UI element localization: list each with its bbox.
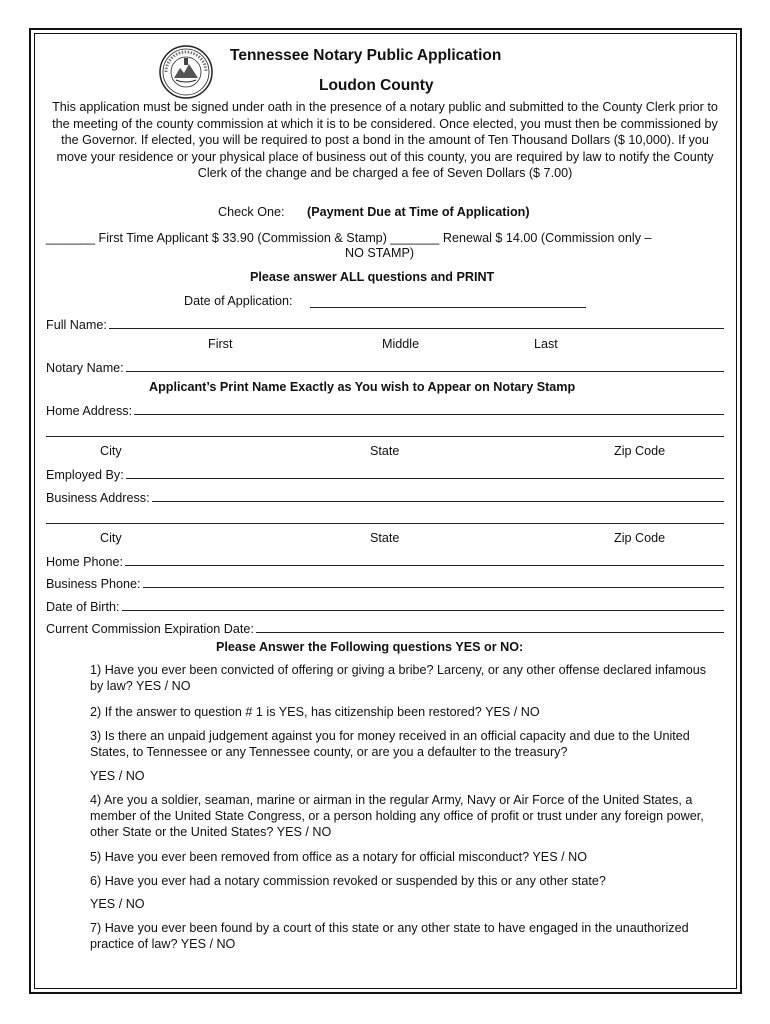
notary-name-row[interactable]: [46, 357, 724, 375]
notary-name-label: Notary Name:: [46, 361, 124, 375]
business-address-label: Business Address:: [46, 491, 150, 505]
home-phone-label: Home Phone:: [46, 555, 124, 569]
full-name-label: Full Name:: [46, 318, 107, 332]
business-city-label: City: [100, 531, 122, 545]
county-seal-icon: [158, 44, 214, 100]
question-3-answer[interactable]: YES / NO: [90, 769, 145, 783]
full-name-row[interactable]: [46, 314, 724, 332]
home-phone-row[interactable]: [46, 551, 724, 569]
print-instructions: Please answer ALL questions and PRINT: [250, 270, 495, 284]
middle-label: Middle: [382, 337, 420, 351]
date-of-application-label: Date of Application:: [184, 294, 293, 308]
notary-name-field[interactable]: [126, 358, 724, 372]
business-phone-field[interactable]: [143, 574, 724, 588]
home-phone-field[interactable]: [125, 552, 724, 566]
county-title: Loudon County: [319, 77, 434, 94]
home-city-label: City: [100, 444, 122, 458]
business-phone-label: Business Phone:: [46, 577, 141, 591]
question-5[interactable]: 5) Have you ever been removed from office as a notary for official misconduct? YES / NO: [90, 850, 587, 864]
payment-note: (Payment Due at Time of Application): [307, 205, 530, 219]
questions-heading: Please Answer the Following questions YES or NO:: [216, 640, 524, 654]
commission-expiration-field[interactable]: [256, 619, 724, 633]
business-state-label: State: [370, 531, 400, 545]
business-phone-row[interactable]: [46, 573, 724, 591]
commission-expiration-label: Current Commission Expiration Date:: [46, 622, 254, 636]
question-7[interactable]: 7) Have you ever been found by a court of this state or any other state to have engaged in the unauthorized practice of law? YES / NO: [90, 921, 689, 951]
fee-options[interactable]: _______ First Time Applicant $ 33.90 (Commission & Stamp) _______ Renewal $ 14.00 (Commission only –: [46, 231, 652, 245]
home-zip-label: Zip Code: [614, 444, 666, 458]
date-of-birth-row[interactable]: [46, 596, 724, 614]
full-name-field[interactable]: [109, 315, 724, 329]
question-2[interactable]: 2) If the answer to question # 1 is YES, has citizenship been restored? YES / NO: [90, 705, 540, 719]
last-label: Last: [534, 337, 558, 351]
first-label: First: [208, 337, 233, 351]
question-6: 6) Have you ever had a notary commission revoked or suspended by this or any other state?: [90, 874, 606, 888]
employed-by-label: Employed By:: [46, 468, 124, 482]
intro-paragraph: This application must be signed under oath in the presence of a notary public and submitted to the County Clerk prior to the meeting of the county commission at which it is to be considered. Once elected, you must then be commissioned by the Governor. If elected, you will be required to post a bond in the amount of Ten Thousand Dollars ($ 10,000). If you move your residence or your physical place of business out of this county, you are required by law to notify the County Clerk of the change and be charged a fee of Seven Dollars ($ 7.00): [52, 100, 718, 180]
check-one-label: Check One:: [218, 205, 285, 219]
home-address-line-2[interactable]: [46, 436, 724, 437]
business-address-row[interactable]: [46, 487, 724, 505]
question-4[interactable]: 4) Are you a soldier, seaman, marine or airman in the regular Army, Navy or Air Force of the United States, a member of the United State Congress, or a person holding any office of profit or trust under any foreign power, other State or the United States? YES / NO: [90, 793, 704, 839]
home-state-label: State: [370, 444, 400, 458]
employed-by-field[interactable]: [126, 465, 724, 479]
home-address-field[interactable]: [134, 401, 724, 415]
employed-by-row[interactable]: [46, 464, 724, 482]
date-of-birth-field[interactable]: [122, 597, 725, 611]
date-of-application-field[interactable]: [310, 307, 586, 308]
home-address-row[interactable]: [46, 400, 724, 418]
question-3: 3) Is there an unpaid judgement against you for money received in an official capacity and due to the United States, to Tennessee or any Tennessee county, or are you a defaulter to the treasury?: [90, 729, 690, 759]
stamp-name-note: Applicant’s Print Name Exactly as You wish to Appear on Notary Stamp: [149, 380, 576, 394]
question-1[interactable]: 1) Have you ever been convicted of offering or giving a bribe? Larceny, or any other offense declared infamous by law? YES / NO: [90, 663, 707, 693]
date-of-birth-label: Date of Birth:: [46, 600, 120, 614]
form-title: Tennessee Notary Public Application: [230, 47, 502, 64]
business-zip-label: Zip Code: [614, 531, 666, 545]
commission-expiration-row[interactable]: [46, 618, 724, 636]
home-address-label: Home Address:: [46, 404, 133, 418]
business-address-line-2[interactable]: [46, 523, 724, 524]
fee-options-cont: NO STAMP): [345, 246, 415, 260]
business-address-field[interactable]: [152, 488, 724, 502]
question-6-answer[interactable]: YES / NO: [90, 897, 145, 911]
